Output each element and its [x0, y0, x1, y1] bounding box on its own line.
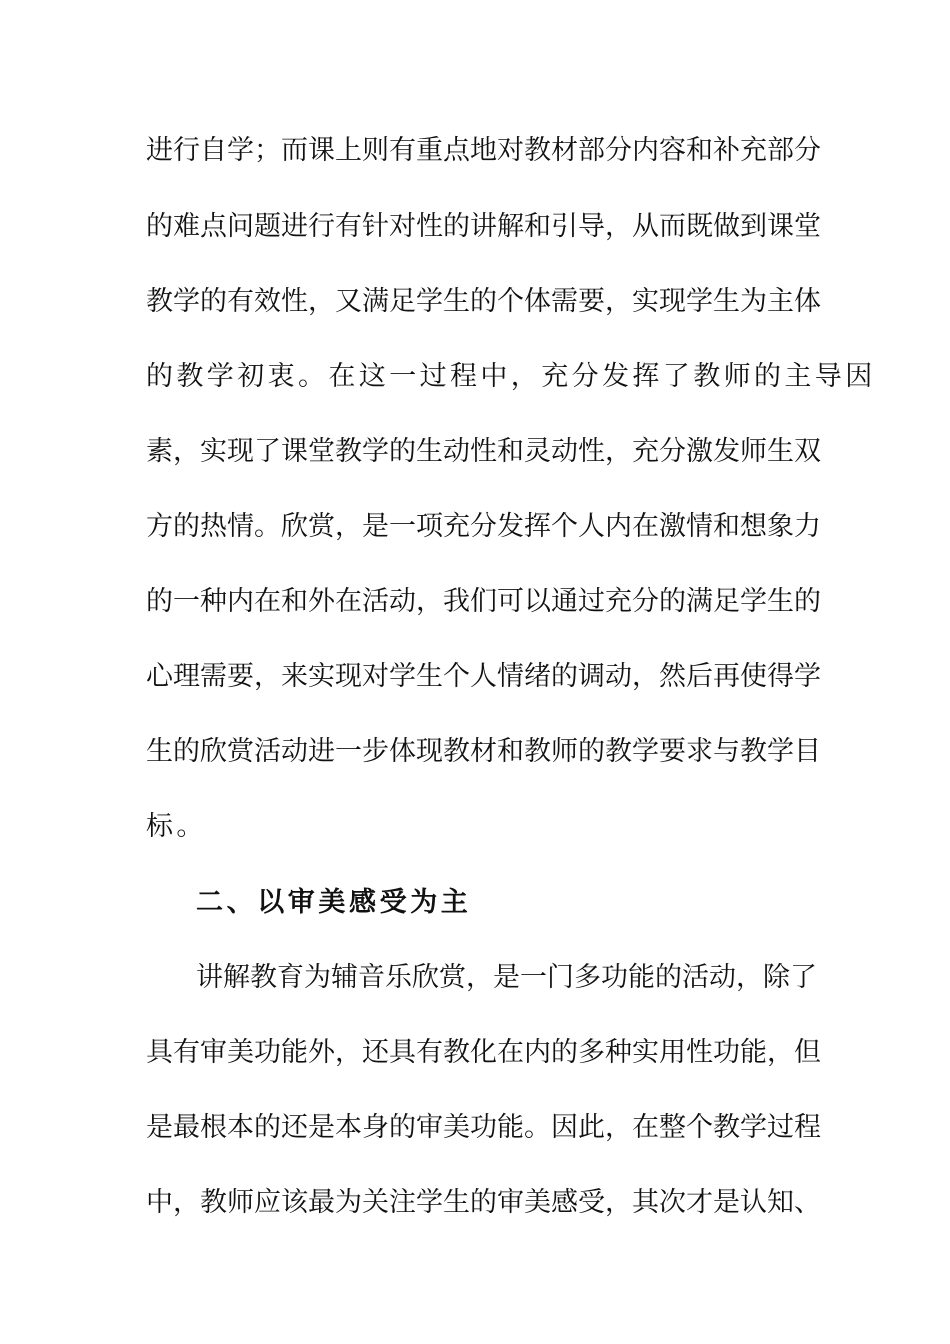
paragraph-line: 具有审美功能外，还具有教化在内的多种实用性功能，但 [146, 1037, 821, 1068]
paragraph-line: 教学的有效性，又满足学生的个体需要，实现学生为主体 [146, 286, 821, 317]
paragraph-line: 是最根本的还是本身的审美功能。因此，在整个教学过程 [146, 1112, 821, 1143]
paragraph-line: 的教学初衷。在这一过程中，充分发挥了教师的主导因 [146, 361, 876, 392]
paragraph-line: 方的热情。欣赏，是一项充分发挥个人内在激情和想象力 [146, 511, 821, 542]
section-heading: 二、以审美感受为主 [196, 887, 472, 918]
paragraph-line: 讲解教育为辅音乐欣赏，是一门多功能的活动，除了 [196, 962, 817, 993]
paragraph-line: 心理需要，来实现对学生个人情绪的调动，然后再使得学 [146, 661, 821, 692]
paragraph-line: 素，实现了课堂教学的生动性和灵动性，充分激发师生双 [146, 436, 821, 467]
paragraph-line: 中，教师应该最为关注学生的审美感受，其次才是认知、 [146, 1187, 821, 1218]
paragraph-line: 生的欣赏活动进一步体现教材和教师的教学要求与教学目 [146, 736, 821, 767]
paragraph-line: 的一种内在和外在活动，我们可以通过充分的满足学生的 [146, 586, 821, 617]
paragraph-line: 的难点问题进行有针对性的讲解和引导，从而既做到课堂 [146, 211, 821, 242]
paragraph-line: 进行自学；而课上则有重点地对教材部分内容和补充部分 [146, 135, 821, 166]
paragraph-line: 标。 [146, 811, 207, 842]
